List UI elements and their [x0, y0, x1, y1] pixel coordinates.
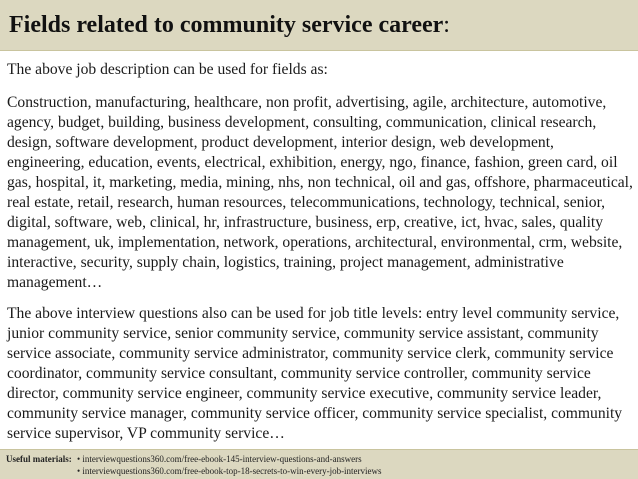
intro-text: The above job description can be used for fields as: — [7, 61, 328, 78]
footer-row-2 — [6, 465, 638, 477]
footer-row-1 — [6, 453, 638, 465]
header-divider — [0, 50, 638, 51]
slide-footer — [0, 450, 638, 479]
slide-body — [7, 60, 633, 444]
job-levels-paragraph: The above interview questions also can be used for job title levels: entry level community service, junior community service, senior community service, community service assistant, community service associate, community service administrator, community service clerk, community service coordinator, community service consultant, community service controller, community service director, community service engineer, community service executive, community service leader, community service manager, community service officer, community service specialist, community service supervisor, VP community service… — [7, 305, 623, 442]
footer-link-ebook-top-18[interactable]: • interviewquestions360.com/free-ebook-top-18-secrets-to-win-every-job-interviews — [77, 466, 382, 476]
fields-paragraph: Construction, manufacturing, healthcare, non profit, advertising, agile, architecture, automotive, agency, budget, building, business development, consulting, communication, clinical research, design, software development, product development, interior design, web development, engineering, education, events, electrical, exhibition, energy, ngo, finance, fashion, green card, oil gas, hospital, it, marketing, media, mining, nhs, non technical, oil and gas, offshore, pharmaceutical, real estate, retail, research, human resources, telecommunications, technology, technical, senior, digital, software, web, clinical, hr, infrastructure, business, erp, creative, ict, hvac, sales, quality management, uk, implementation, network, operations, architectural, environmental, crm, website, interactive, security, supply chain, logistics, training, project management, administrative management… — [7, 94, 633, 291]
slide-title-text: Fields related to community service career — [9, 12, 444, 38]
slide-title-colon: : — [443, 12, 450, 38]
slide-header — [0, 0, 638, 50]
footer-label: Useful materials: — [6, 454, 72, 464]
slide-title — [9, 10, 638, 40]
footer-link-ebook-145[interactable]: • interviewquestions360.com/free-ebook-145-interview-questions-and-answers — [77, 454, 362, 464]
